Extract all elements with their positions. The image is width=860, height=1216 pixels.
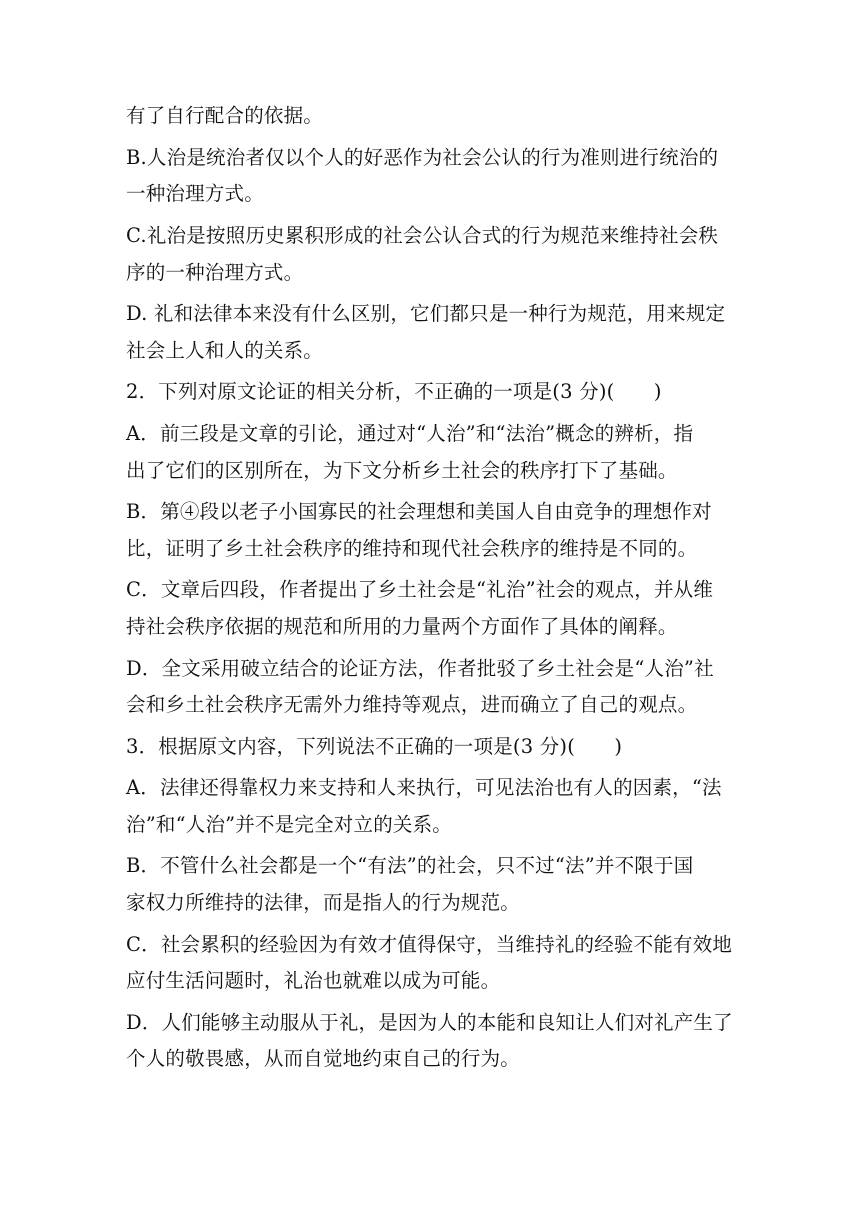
- text-line: 家权力所维持的法律，而是指人的行为规范。: [126, 891, 521, 914]
- question-3: 3．根据原文内容，下列说法不正确的一项是(3 分)( ): [126, 735, 623, 758]
- option-b-line: B.人治是统治者仅以个人的好恶作为社会公认的行为准则进行统治的: [126, 146, 719, 169]
- q2-option-d: D．全文采用破立结合的论证方法，作者批驳了乡土社会是“人治”社: [126, 657, 714, 680]
- q2-option-a: A．前三段是文章的引论，通过对“人治”和“法治”概念的辨析，指: [126, 422, 694, 445]
- q3-option-b: B．不管什么社会都是一个“有法”的社会，只不过“法”并不限于国: [126, 854, 694, 877]
- option-d-line: D. 礼和法律本来没有什么区别，它们都只是一种行为规范，用来规定: [126, 302, 726, 325]
- text-line: 应付生活问题时，礼治也就难以成为可能。: [126, 969, 501, 992]
- text-line: 序的一种治理方式。: [126, 261, 304, 284]
- q3-option-d: D．人们能够主动服从于礼，是因为人的本能和良知让人们对礼产生了: [126, 1011, 733, 1034]
- text-line: 有了自行配合的依据。: [126, 104, 324, 127]
- text-line: 比，证明了乡土社会秩序的维持和现代社会秩序的维持是不同的。: [126, 537, 698, 560]
- q2-option-c: C．文章后四段，作者提出了乡土社会是“礼治”社会的观点，并从维: [126, 578, 714, 601]
- text-line: 治”和“人治”并不是完全对立的关系。: [126, 813, 453, 836]
- q3-option-a: A．法律还得靠权力来支持和人来执行，可见法治也有人的因素，“法: [126, 776, 722, 799]
- q3-option-c: C．社会累积的经验因为有效才值得保守，当维持礼的经验不能有效地: [126, 933, 733, 956]
- text-line: 社会上人和人的关系。: [126, 339, 324, 362]
- question-2: 2．下列对原文论证的相关分析，不正确的一项是(3 分)( ): [126, 380, 662, 403]
- text-line: 出了它们的区别所在，为下文分析乡土社会的秩序打下了基础。: [126, 459, 678, 482]
- option-c-line: C.礼治是按照历史累积形成的社会公认合式的行为规范来维持社会秩: [126, 224, 719, 247]
- text-line: 会和乡土社会秩序无需外力维持等观点，进而确立了自己的观点。: [126, 693, 698, 716]
- q2-option-b: B．第④段以老子小国寡民的社会理想和美国人自由竞争的理想作对: [126, 500, 712, 523]
- text-line: 持社会秩序依据的规范和所用的力量两个方面作了具体的阐释。: [126, 615, 678, 638]
- text-line: 一种治理方式。: [126, 182, 264, 205]
- text-line: 个人的敬畏感，从而自觉地约束自己的行为。: [126, 1047, 521, 1070]
